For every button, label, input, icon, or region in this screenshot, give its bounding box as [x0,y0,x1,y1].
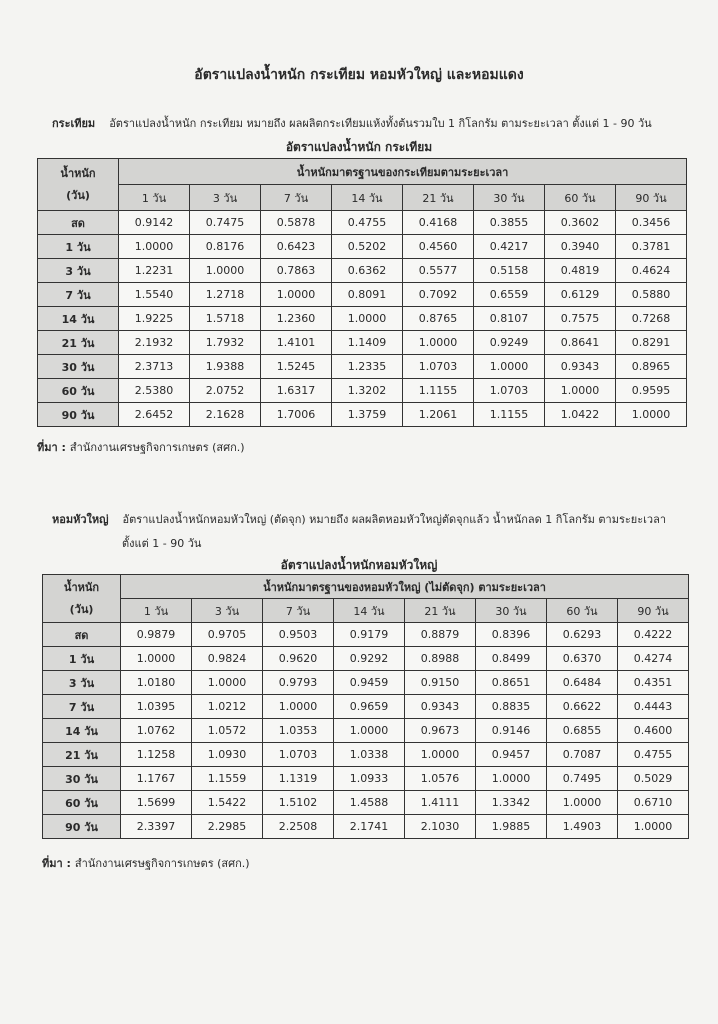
table-cell: 0.7863 [261,259,332,283]
row-label: 60 วัน [38,379,119,403]
table-row [43,719,689,743]
table-cell: 0.3940 [545,235,616,259]
table-cell: 1.1155 [403,379,474,403]
table-cell: 0.6710 [618,791,689,815]
table-cell: 0.3602 [545,211,616,235]
table-cell: 0.8765 [403,307,474,331]
table-cell: 1.2061 [403,403,474,427]
table-cell: 1.0180 [121,671,192,695]
table-cell: 1.0000 [474,355,545,379]
table-cell: 2.0752 [190,379,261,403]
table-cell: 1.5102 [263,791,334,815]
table-cell: 1.4101 [261,331,332,355]
table-cell: 1.9885 [476,815,547,839]
onion-lead: หอมหัวใหญ่ [52,513,109,526]
table-cell: 1.0000 [190,259,261,283]
table-cell: 1.5422 [192,791,263,815]
table-cell: 0.4217 [474,235,545,259]
onion-group-header: น้ำหนักมาตรฐานของหอมหัวใหญ่ (ไม่ตัดจุก) ตามระยะเวลา [121,575,689,599]
table-cell: 0.8835 [476,695,547,719]
table-cell: 1.0000 [618,815,689,839]
row-label: 14 วัน [43,719,121,743]
table-cell: 0.7092 [403,283,474,307]
table-cell: 0.8176 [190,235,261,259]
onion-source-text: สำนักงานเศรษฐกิจการเกษตร (สศก.) [74,857,250,870]
table-cell: 0.9503 [263,623,334,647]
table-cell: 0.7268 [616,307,687,331]
table-cell: 0.9620 [263,647,334,671]
table-cell: 0.8988 [405,647,476,671]
row-label: 1 วัน [38,235,119,259]
row-label: 21 วัน [38,331,119,355]
table-cell: 1.0930 [192,743,263,767]
table-cell: 0.9457 [476,743,547,767]
table-cell: 1.4588 [334,791,405,815]
table-row [38,283,687,307]
table-cell: 0.5880 [616,283,687,307]
table-cell: 1.4903 [547,815,618,839]
onion-column-header: 21 วัน [405,599,476,623]
onion-column-header: 7 วัน [263,599,334,623]
garlic-column-header-row [38,185,687,211]
table-row [43,647,689,671]
row-label: 90 วัน [38,403,119,427]
table-cell: 1.0338 [334,743,405,767]
table-cell: 1.9225 [119,307,190,331]
table-cell: 0.5878 [261,211,332,235]
table-cell: 0.8107 [474,307,545,331]
row-label: 1 วัน [43,647,121,671]
table-cell: 1.0000 [405,743,476,767]
table-cell: 1.5540 [119,283,190,307]
table-cell: 1.0703 [263,743,334,767]
table-cell: 2.2508 [263,815,334,839]
onion-column-header: 14 วัน [334,599,405,623]
table-cell: 1.0000 [476,767,547,791]
table-cell: 0.7575 [545,307,616,331]
onion-table-body [43,623,689,839]
table-cell: 0.4755 [332,211,403,235]
table-cell: 2.3397 [121,815,192,839]
table-cell: 0.3781 [616,235,687,259]
table-cell: 1.3759 [332,403,403,427]
table-cell: 1.0703 [403,355,474,379]
table-cell: 0.4168 [403,211,474,235]
table-row [38,235,687,259]
page-title: อัตราแปลงน้ำหนัก กระเทียม หอมหัวใหญ่ และหอมแดง [194,67,524,83]
table-cell: 0.4819 [545,259,616,283]
table-row [43,695,689,719]
row-label: สด [43,623,121,647]
table-cell: 1.1559 [192,767,263,791]
table-cell: 1.7932 [190,331,261,355]
table-cell: 1.0762 [121,719,192,743]
table-cell: 1.0212 [192,695,263,719]
garlic-table-body [38,211,687,427]
table-cell: 1.0000 [261,283,332,307]
table-cell: 0.9343 [405,695,476,719]
table-cell: 0.8879 [405,623,476,647]
table-cell: 1.0422 [545,403,616,427]
table-cell: 1.0353 [263,719,334,743]
table-row [38,403,687,427]
table-cell: 0.6622 [547,695,618,719]
row-label: 21 วัน [43,743,121,767]
table-cell: 1.1767 [121,767,192,791]
table-cell: 0.6370 [547,647,618,671]
table-cell: 1.0000 [119,235,190,259]
onion-description-line2: ตั้งแต่ 1 - 90 วัน [122,537,202,550]
garlic-table-caption: อัตราแปลงน้ำหนัก กระเทียม [285,140,433,154]
table-cell: 1.4111 [405,791,476,815]
table-cell: 2.1741 [334,815,405,839]
table-row [38,259,687,283]
table-cell: 1.0395 [121,695,192,719]
table-cell: 1.0000 [334,719,405,743]
table-cell: 0.9146 [476,719,547,743]
table-cell: 0.9595 [616,379,687,403]
garlic-column-header: 90 วัน [616,185,687,211]
garlic-corner-header [38,159,119,211]
table-cell: 0.6423 [261,235,332,259]
row-label: 60 วัน [43,791,121,815]
garlic-source-text: สำนักงานเศรษฐกิจการเกษตร (สศก.) [69,441,245,454]
table-cell: 1.0000 [403,331,474,355]
table-row [38,307,687,331]
table-cell: 0.9793 [263,671,334,695]
table-cell: 0.3855 [474,211,545,235]
table-cell: 0.5202 [332,235,403,259]
table-cell: 1.3202 [332,379,403,403]
table-cell: 0.4560 [403,235,474,259]
onion-corner-header [43,575,121,623]
onion-corner-line2: (วัน) [69,602,94,616]
table-cell: 2.3713 [119,355,190,379]
table-cell: 1.6317 [261,379,332,403]
garlic-source [37,438,245,456]
garlic-column-header: 60 วัน [545,185,616,211]
table-cell: 0.3456 [616,211,687,235]
table-row [38,355,687,379]
table-cell: 0.5158 [474,259,545,283]
table-cell: 0.6293 [547,623,618,647]
table-cell: 0.9824 [192,647,263,671]
onion-column-header: 1 วัน [121,599,192,623]
table-cell: 2.1932 [119,331,190,355]
table-cell: 0.4351 [618,671,689,695]
row-label: 7 วัน [38,283,119,307]
table-cell: 0.9659 [334,695,405,719]
table-cell: 0.4624 [616,259,687,283]
row-label: 90 วัน [43,815,121,839]
onion-source-label: ที่มา : [42,857,71,870]
table-cell: 1.2231 [119,259,190,283]
row-label: 3 วัน [38,259,119,283]
table-cell: 1.2718 [190,283,261,307]
table-cell: 0.6129 [545,283,616,307]
table-cell: 1.1319 [263,767,334,791]
onion-column-header: 30 วัน [476,599,547,623]
garlic-column-header: 3 วัน [190,185,261,211]
table-cell: 1.5699 [121,791,192,815]
table-cell: 0.9879 [121,623,192,647]
table-cell: 1.0000 [616,403,687,427]
table-cell: 1.1258 [121,743,192,767]
garlic-column-header: 21 วัน [403,185,474,211]
row-label: 14 วัน [38,307,119,331]
row-label: 30 วัน [43,767,121,791]
table-cell: 1.0000 [547,791,618,815]
table-cell: 0.4274 [618,647,689,671]
table-cell: 0.7475 [190,211,261,235]
garlic-column-header: 30 วัน [474,185,545,211]
garlic-lead: กระเทียม [52,117,96,130]
table-cell: 2.1628 [190,403,261,427]
onion-column-header-row [43,599,689,623]
onion-table-caption: อัตราแปลงน้ำหนักหอมหัวใหญ่ [280,558,438,572]
table-cell: 0.4222 [618,623,689,647]
table-cell: 1.0933 [334,767,405,791]
table-cell: 0.5029 [618,767,689,791]
table-cell: 1.1155 [474,403,545,427]
table-cell: 0.8291 [616,331,687,355]
table-cell: 1.9388 [190,355,261,379]
onion-column-header: 3 วัน [192,599,263,623]
table-cell: 1.2360 [261,307,332,331]
table-cell: 1.5245 [261,355,332,379]
table-cell: 0.4600 [618,719,689,743]
table-cell: 0.9673 [405,719,476,743]
onion-corner-line1: น้ำหนัก [63,580,100,594]
table-cell: 0.8499 [476,647,547,671]
garlic-column-header: 1 วัน [119,185,190,211]
table-cell: 0.8396 [476,623,547,647]
table-cell: 1.0000 [332,307,403,331]
table-cell: 1.0703 [474,379,545,403]
table-cell: 0.6559 [474,283,545,307]
table-cell: 1.0000 [121,647,192,671]
row-label: 3 วัน [43,671,121,695]
onion-description-line1: อัตราแปลงน้ำหนักหอมหัวใหญ่ (ตัดจุก) หมายถึง ผลผลิตหอมหัวใหญ่ตัดจุกแล้ว น้ำหนักลด 1 กิโลกรัม ตามระยะเวลา [122,513,666,526]
table-cell: 0.4443 [618,695,689,719]
onion-column-header: 60 วัน [547,599,618,623]
table-row [38,379,687,403]
onion-conversion-table [42,574,689,839]
table-row [43,623,689,647]
table-cell: 1.2335 [332,355,403,379]
table-cell: 0.8965 [616,355,687,379]
table-cell: 1.0000 [545,379,616,403]
table-cell: 2.2985 [192,815,263,839]
table-cell: 0.9705 [192,623,263,647]
row-label: 30 วัน [38,355,119,379]
garlic-group-header: น้ำหนักมาตรฐานของกระเทียมตามระยะเวลา [119,159,687,185]
garlic-corner-line1: น้ำหนัก [60,166,96,180]
table-cell: 0.6855 [547,719,618,743]
table-row [43,743,689,767]
table-cell: 1.1409 [332,331,403,355]
garlic-conversion-table [37,158,687,427]
onion-source [42,854,250,872]
table-cell: 2.6452 [119,403,190,427]
table-cell: 0.5577 [403,259,474,283]
garlic-description: อัตราแปลงน้ำหนัก กระเทียม หมายถึง ผลผลิตกระเทียมแห้งทั้งต้นรวมใบ 1 กิโลกรัม ตามระยะเวลา ตั้งแต่ 1 - 90 วัน [109,117,652,130]
table-row [38,331,687,355]
onion-intro [52,508,666,556]
table-cell: 0.9142 [119,211,190,235]
table-cell: 1.0576 [405,767,476,791]
table-row [43,671,689,695]
garlic-corner-line2: (วัน) [66,188,90,202]
onion-column-header: 90 วัน [618,599,689,623]
table-cell: 2.5380 [119,379,190,403]
table-row [43,815,689,839]
table-cell: 0.7495 [547,767,618,791]
table-cell: 0.9343 [545,355,616,379]
table-cell: 0.9459 [334,671,405,695]
table-cell: 0.9179 [334,623,405,647]
table-cell: 1.7006 [261,403,332,427]
table-cell: 0.8651 [476,671,547,695]
table-cell: 1.3342 [476,791,547,815]
table-cell: 0.8091 [332,283,403,307]
table-cell: 1.0000 [192,671,263,695]
table-cell: 0.6362 [332,259,403,283]
table-cell: 1.5718 [190,307,261,331]
table-cell: 0.4755 [618,743,689,767]
table-cell: 0.9292 [334,647,405,671]
garlic-column-header: 7 วัน [261,185,332,211]
row-label: สด [38,211,119,235]
table-cell: 2.1030 [405,815,476,839]
table-row [38,211,687,235]
row-label: 7 วัน [43,695,121,719]
table-cell: 0.8641 [545,331,616,355]
table-cell: 0.6484 [547,671,618,695]
table-cell: 1.0000 [263,695,334,719]
table-row [43,791,689,815]
garlic-column-header: 14 วัน [332,185,403,211]
table-cell: 0.7087 [547,743,618,767]
garlic-intro [52,112,652,136]
table-cell: 0.9249 [474,331,545,355]
table-row [43,767,689,791]
table-cell: 1.0572 [192,719,263,743]
garlic-source-label: ที่มา : [37,441,66,454]
table-cell: 0.9150 [405,671,476,695]
